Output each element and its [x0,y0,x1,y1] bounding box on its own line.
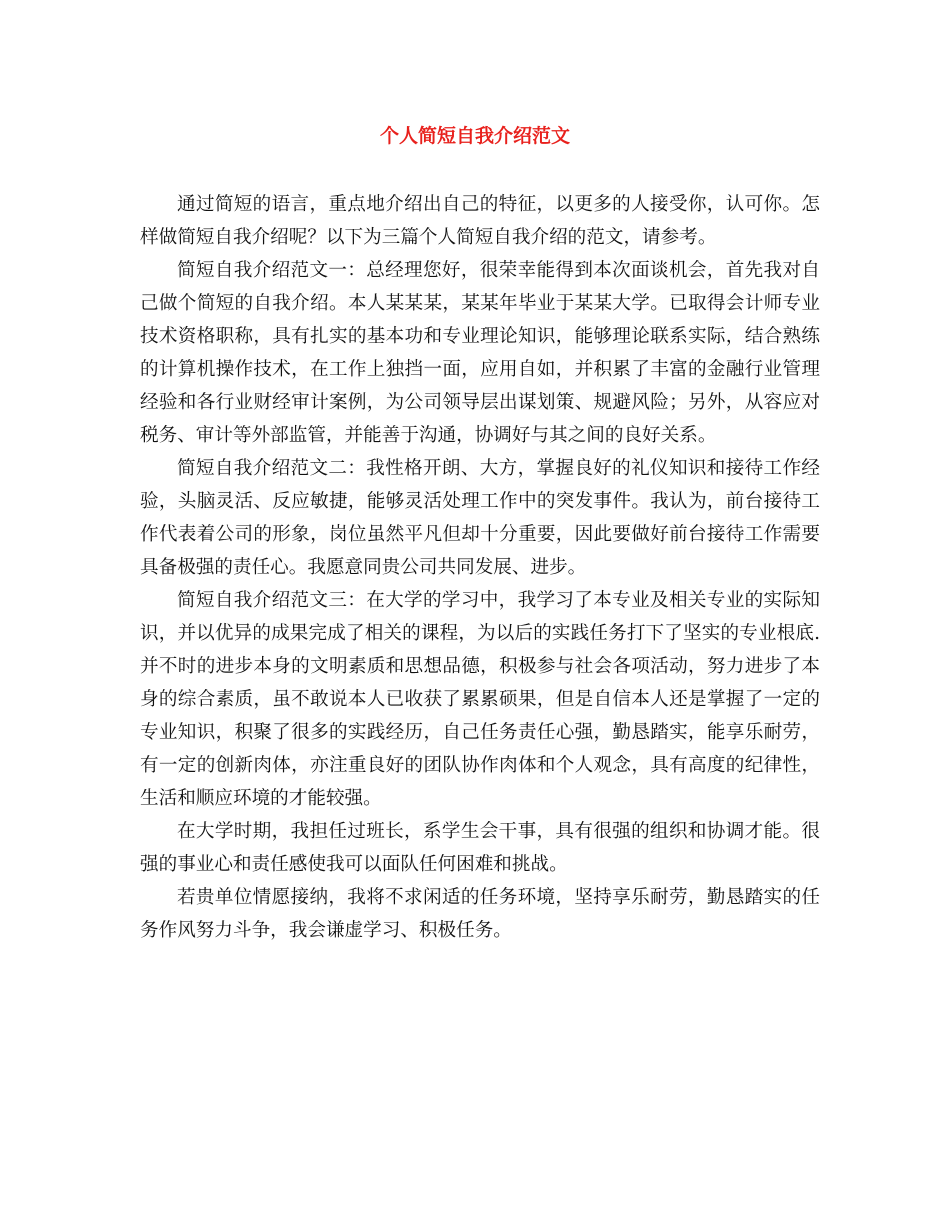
intro-paragraph: 通过简短的语言，重点地介绍出自己的特征，以更多的人接受你，认可你。怎样做简短自我介绍呢？以下为三篇个人简短自我介绍的范文，请参考。 [140,194,820,248]
sample-two-paragraph: 简短自我介绍范文二：我性格开朗、大方，掌握良好的礼仪知识和接待工作经验，头脑灵活、反应敏捷，能够灵活处理工作中的突发事件。我认为，前台接待工作代表着公司的形象，岗位虽然平凡但却十分重要，因此要做好前台接待工作需要具备极强的责任心。我愿意同贵公司共同发展、进步。 [140,458,820,578]
sample-one-paragraph: 简短自我介绍范文一：总经理您好，很荣幸能得到本次面谈机会，首先我对自己做个简短的自我介绍。本人某某某，某某年毕业于某某大学。已取得会计师专业技术资格职称，具有扎实的基本功和专业理论知识，能够理论联系实际，结合熟练的计算机操作技术，在工作上独挡一面，应用自如，并积累了丰富的金融行业管理经验和各行业财经审计案例，为公司领导层出谋划策、规避风险；另外，从容应对税务、审计等外部监管，并能善于沟通，协调好与其之间的良好关系。 [140,260,820,446]
document-body [140,188,820,947]
sample-three-paragraph: 简短自我介绍范文三：在大学的学习中，我学习了本专业及相关专业的实际知识，并以优异的成果完成了相关的课程，为以后的实践任务打下了坚实的专业根底.并不时的进步本身的文明素质和思想品德，积极参与社会各项活动，努力进步了本身的综合素质，虽不敢说本人已收获了累累硕果，但是自信本人还是掌握了一定的专业知识，积聚了很多的实践经历，自己任务责任心强，勤恳踏实，能享乐耐劳，有一定的创新肉体，亦注重良好的团队协作肉体和个人观念，具有高度的纪律性，生活和顺应环境的才能较强。 [140,590,820,809]
closing-paragraph: 若贵单位情愿接纳，我将不求闲适的任务环境，坚持享乐耐劳，勤恳踏实的任务作风努力斗争，我会谦虚学习、积极任务。 [140,887,820,941]
university-paragraph: 在大学时期，我担任过班长，系学生会干事，具有很强的组织和协调才能。很强的事业心和责任感使我可以面队任何困难和挑战。 [140,821,820,875]
document-title: 个人简短自我介绍范文 [379,125,570,147]
